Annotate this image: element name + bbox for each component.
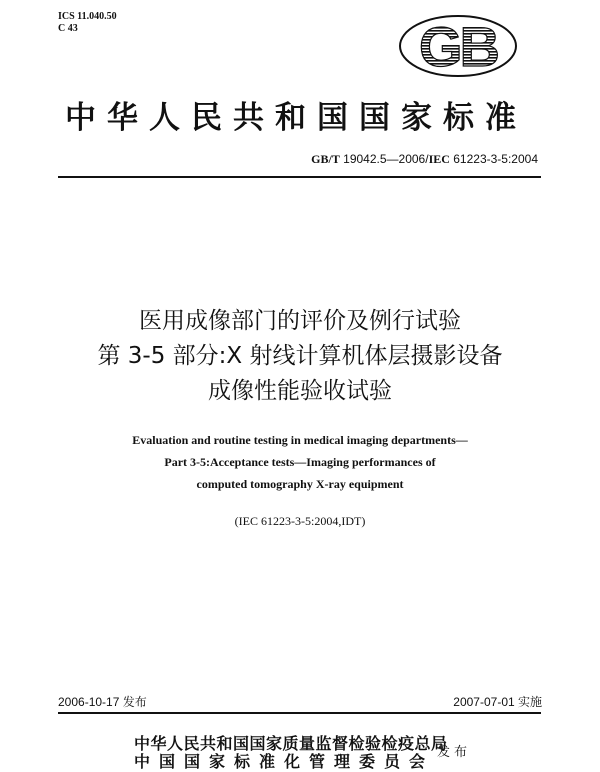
issue-date: 2006-10-17 发布 bbox=[58, 695, 147, 709]
bottom-divider bbox=[58, 712, 541, 714]
publisher-sac: 中国国家标准化管理委员会 bbox=[134, 752, 435, 771]
gb-logo bbox=[398, 12, 518, 78]
en-title-line-3: computed tomography X-ray equipment bbox=[196, 477, 404, 491]
cn-title-line-3: 成像性能验收试验 bbox=[208, 378, 392, 404]
cn-title-line-1: 医用成像部门的评价及例行试验 bbox=[139, 308, 461, 334]
standard-number bbox=[311, 152, 538, 167]
classification-codes bbox=[58, 11, 117, 35]
en-title-line-2: Part 3-5:Acceptance tests—Imaging performances of bbox=[164, 455, 436, 469]
en-title-line-1: Evaluation and routine testing in medical imaging departments— bbox=[132, 433, 468, 447]
publisher-aqsiq: 中华人民共和国国家质量监督检验检疫总局 bbox=[134, 734, 448, 753]
standard-number-prefix: GB/T bbox=[311, 152, 340, 166]
gb-logo-text: GB bbox=[419, 15, 497, 78]
implementation-date: 2007-07-01 实施 bbox=[453, 695, 542, 709]
standard-number-iec: IEC bbox=[428, 152, 450, 166]
national-standard-title: 中华人民共和国国家标准 bbox=[65, 100, 527, 136]
top-divider bbox=[58, 176, 541, 178]
cn-title-line-2: 第 3-5 部分:X 射线计算机体层摄影设备 bbox=[97, 343, 503, 369]
ics-code: ICS 11.040.50 bbox=[58, 11, 117, 22]
standard-number-mid: 19042.5—2006/ bbox=[339, 152, 429, 166]
publish-label: 发布 bbox=[437, 745, 472, 760]
iec-equivalence: (IEC 61223-3-5:2004,IDT) bbox=[234, 514, 366, 528]
ccs-code: C 43 bbox=[58, 23, 78, 34]
standard-number-suffix: 61223-3-5:2004 bbox=[449, 152, 538, 166]
